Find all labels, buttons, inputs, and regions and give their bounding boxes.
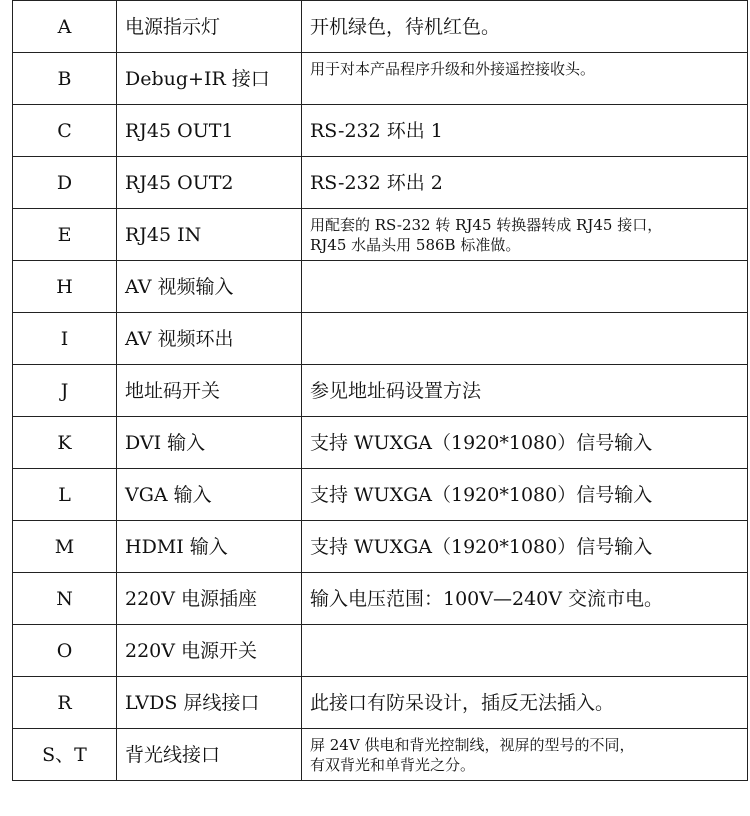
- description-line: 支持 WUXGA（1920*1080）信号输入: [310, 535, 653, 558]
- table-row: [13, 53, 748, 105]
- row-description: [302, 53, 748, 105]
- table-row: [13, 521, 748, 573]
- row-name: DVI 输入: [117, 417, 302, 469]
- table-row: [13, 677, 748, 729]
- row-code: O: [13, 625, 117, 677]
- row-description: [302, 625, 748, 677]
- row-code: S、T: [13, 729, 117, 781]
- row-code: A: [13, 1, 117, 53]
- row-name: HDMI 输入: [117, 521, 302, 573]
- table-row: [13, 1, 748, 53]
- description-line: 支持 WUXGA（1920*1080）信号输入: [310, 483, 653, 506]
- row-name: RJ45 OUT2: [117, 157, 302, 209]
- row-name: AV 视频输入: [117, 261, 302, 313]
- row-code: D: [13, 157, 117, 209]
- row-code: I: [13, 313, 117, 365]
- row-name: AV 视频环出: [117, 313, 302, 365]
- table-row: [13, 573, 748, 625]
- row-name: 电源指示灯: [117, 1, 302, 53]
- description-line: RJ45 水晶头用 586B 标准做。: [310, 235, 521, 254]
- table-row: [13, 625, 748, 677]
- row-description: [302, 313, 748, 365]
- description-line: 参见地址码设置方法: [310, 379, 482, 402]
- table-row: [13, 313, 748, 365]
- row-description: [302, 261, 748, 313]
- row-code: B: [13, 53, 117, 105]
- description-line: RS-232 环出 2: [310, 171, 443, 194]
- description-line: 有双背光和单背光之分。: [310, 755, 476, 774]
- row-name: RJ45 IN: [117, 209, 302, 261]
- row-description: [302, 677, 748, 729]
- table-row: [13, 365, 748, 417]
- table-row: [13, 417, 748, 469]
- description-line: 用配套的 RS-232 转 RJ45 转换器转成 RJ45 接口，: [310, 215, 663, 234]
- row-name: 背光线接口: [117, 729, 302, 781]
- description-line: 输入电压范围：100V—240V 交流市电。: [310, 587, 664, 610]
- row-description: [302, 1, 748, 53]
- row-description: [302, 417, 748, 469]
- row-name: RJ45 OUT1: [117, 105, 302, 157]
- row-code: H: [13, 261, 117, 313]
- table-row: [13, 105, 748, 157]
- row-name: Debug+IR 接口: [117, 53, 302, 105]
- description-line: 用于对本产品程序升级和外接遥控接收头。: [310, 60, 596, 78]
- table-row: [13, 157, 748, 209]
- description-line: 支持 WUXGA（1920*1080）信号输入: [310, 431, 653, 454]
- description-line: RS-232 环出 1: [310, 119, 443, 142]
- row-code: E: [13, 209, 117, 261]
- row-name: 220V 电源插座: [117, 573, 302, 625]
- row-description: [302, 365, 748, 417]
- description-line: 此接口有防呆设计，插反无法插入。: [310, 691, 615, 714]
- description-line: 开机绿色，待机红色。: [310, 15, 501, 38]
- row-code: M: [13, 521, 117, 573]
- description-line: 屏 24V 供电和背光控制线，视屏的型号的不同，: [310, 735, 635, 754]
- row-description: [302, 469, 748, 521]
- row-code: C: [13, 105, 117, 157]
- row-description: [302, 157, 748, 209]
- table-row: [13, 209, 748, 261]
- row-description: [302, 729, 748, 781]
- table-row: [13, 469, 748, 521]
- row-description: [302, 105, 748, 157]
- table-row: [13, 261, 748, 313]
- row-name: LVDS 屏线接口: [117, 677, 302, 729]
- row-code: J: [13, 365, 117, 417]
- row-code: R: [13, 677, 117, 729]
- row-name: VGA 输入: [117, 469, 302, 521]
- row-code: L: [13, 469, 117, 521]
- row-description: [302, 209, 748, 261]
- row-code: K: [13, 417, 117, 469]
- row-code: N: [13, 573, 117, 625]
- row-description: [302, 521, 748, 573]
- interface-table-body: [13, 1, 748, 781]
- row-name: 地址码开关: [117, 365, 302, 417]
- interface-table: [12, 0, 748, 781]
- row-name: 220V 电源开关: [117, 625, 302, 677]
- row-description: [302, 573, 748, 625]
- table-row: [13, 729, 748, 781]
